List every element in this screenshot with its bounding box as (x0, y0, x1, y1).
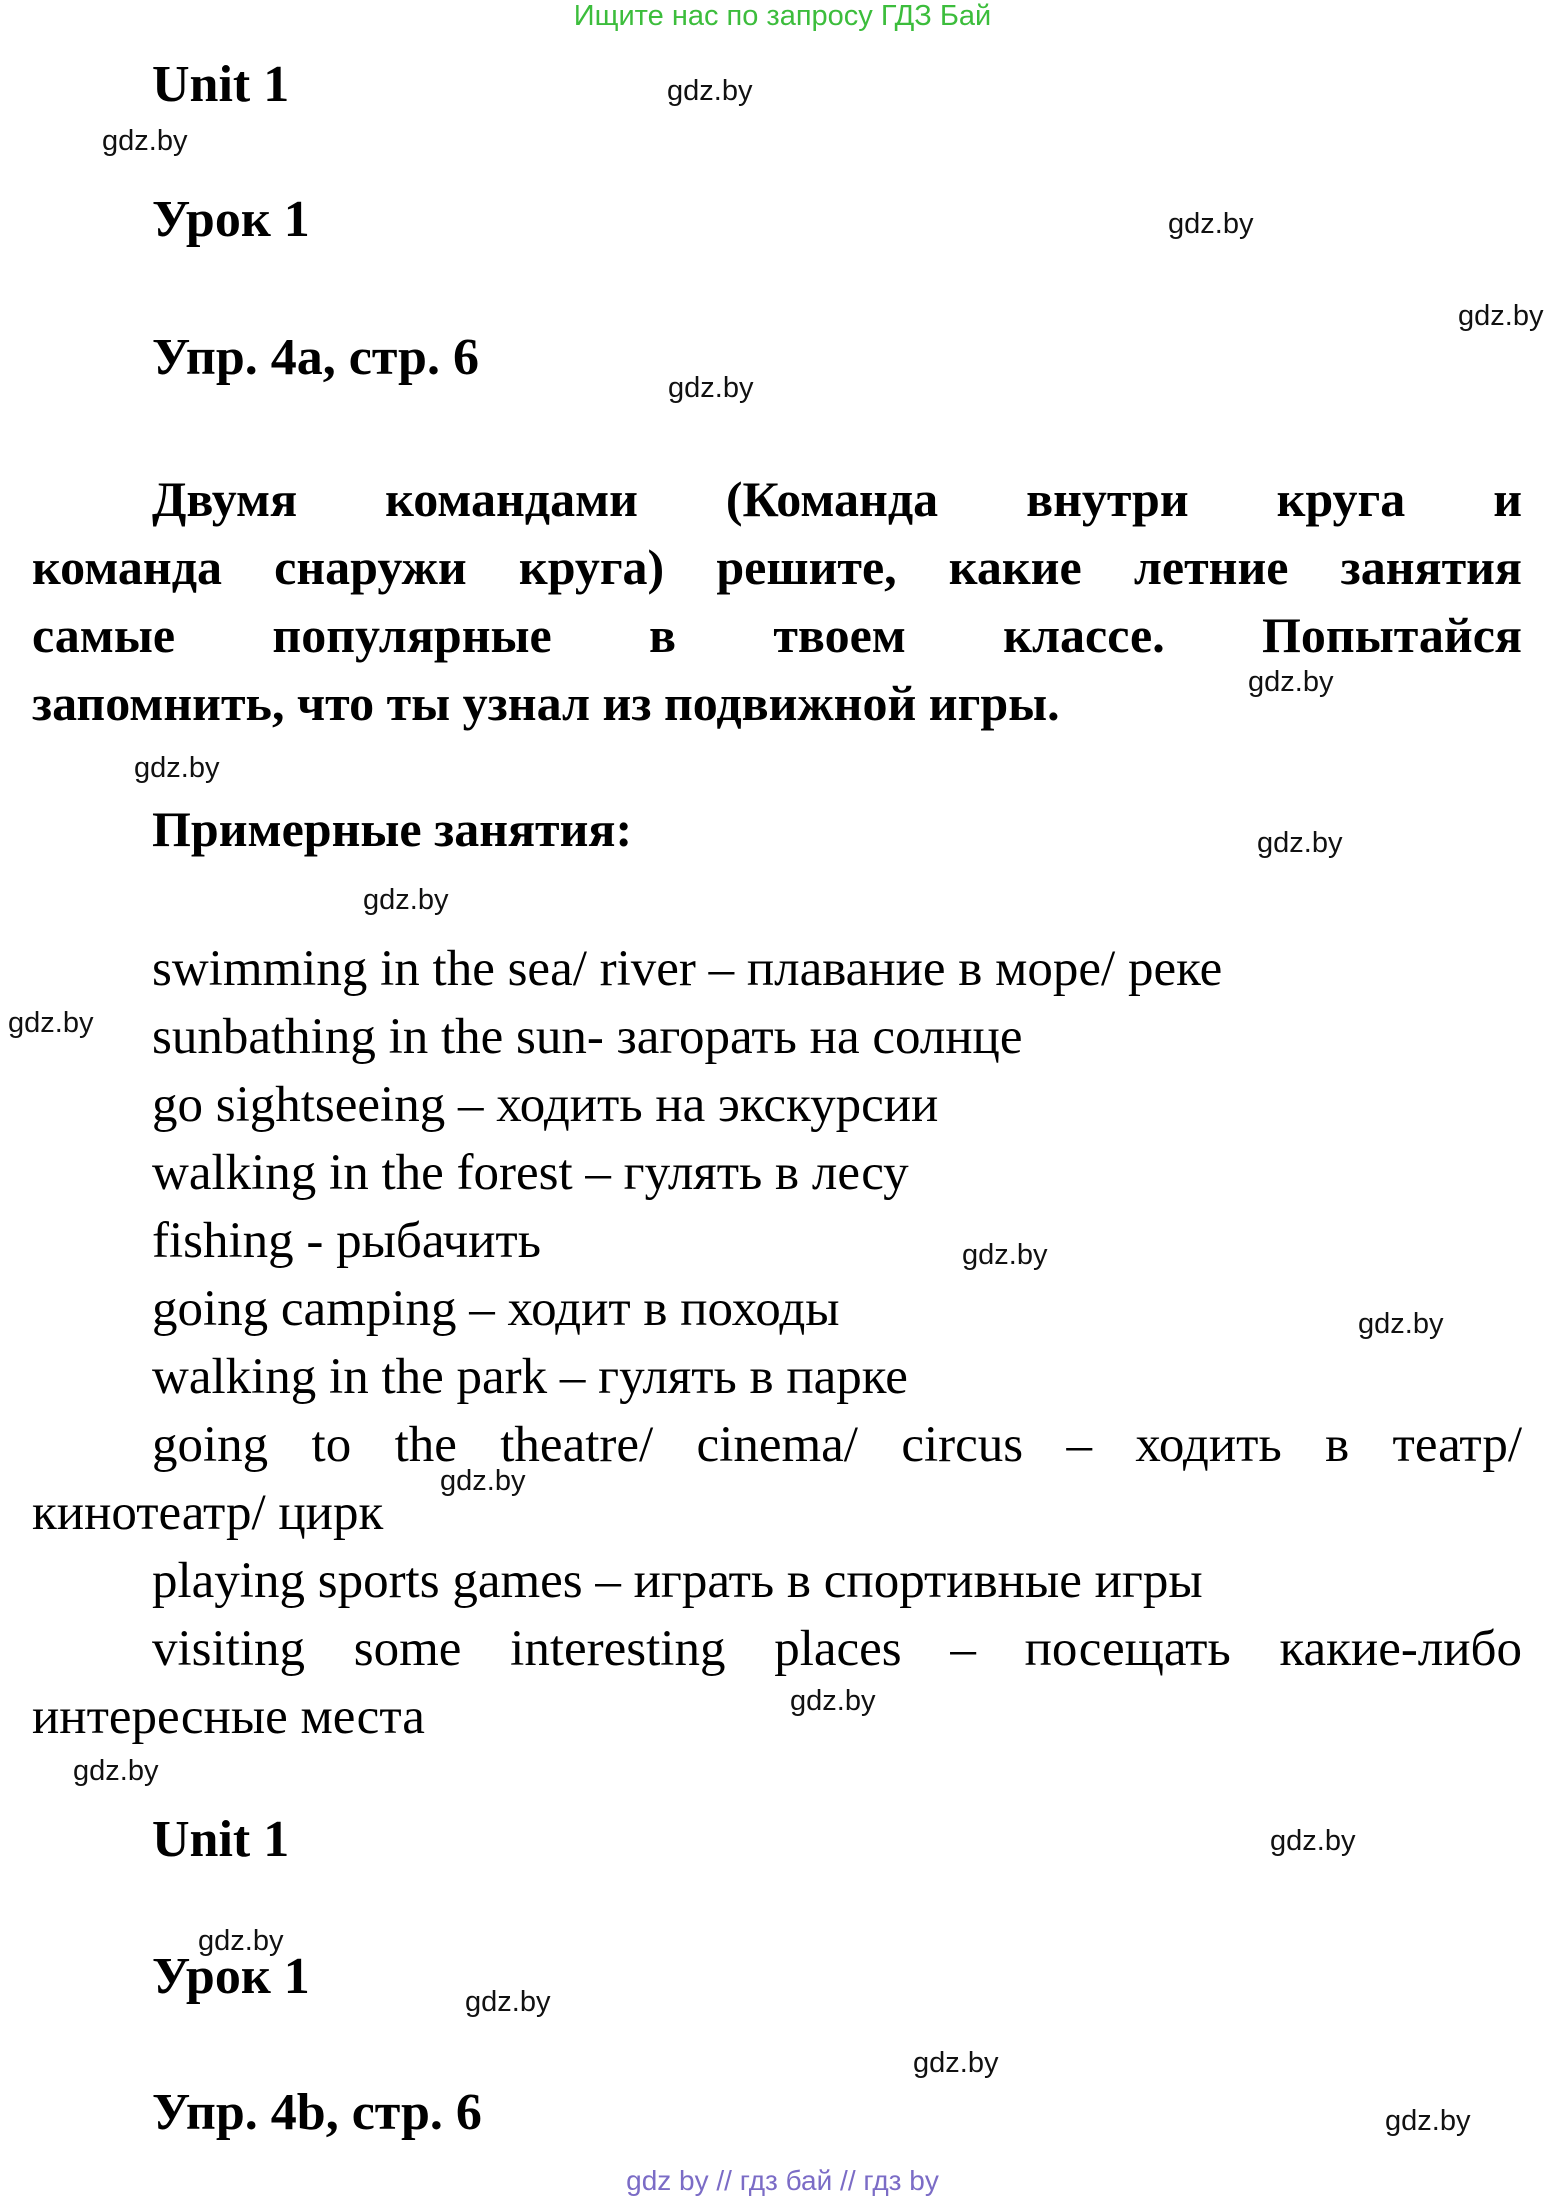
exercise-heading: Упр. 4a, стр. 6 (152, 329, 479, 386)
watermark: gdz.by (198, 1925, 284, 1957)
lesson-heading: Урок 1 (152, 191, 310, 248)
watermark: gdz.by (465, 1986, 551, 2018)
vocab-item: swimming in the sea/ river – плавание в море/ реке (152, 941, 1223, 997)
vocab-item: sunbathing in the sun- загорать на солнце (152, 1009, 1023, 1065)
watermark: gdz.by (1385, 2105, 1471, 2137)
examples-heading: Примерные занятия: (152, 801, 633, 857)
watermark: gdz.by (134, 752, 220, 784)
task-line: команда снаружи круга) решите, какие летние занятия (32, 539, 1522, 595)
vocab-item-continuation: кинотеатр/ цирк (32, 1485, 384, 1541)
watermark: gdz.by (102, 125, 188, 157)
watermark: gdz.by (913, 2047, 999, 2079)
top-banner[interactable]: Ищите нас по запросу ГДЗ Бай (573, 0, 992, 32)
watermark: gdz.by (73, 1755, 159, 1787)
watermark: gdz.by (440, 1465, 526, 1497)
vocab-item: going camping – ходит в походы (152, 1281, 840, 1337)
vocabulary-list (32, 935, 1522, 1751)
watermark: gdz.by (1358, 1308, 1444, 1340)
vocab-item: walking in the forest – гулять в лесу (152, 1145, 909, 1201)
vocab-item-continuation: интересные места (32, 1689, 425, 1745)
watermark: gdz.by (1248, 666, 1334, 698)
watermark: gdz.by (363, 884, 449, 916)
vocab-item: playing sports games – играть в спортивные игры (152, 1553, 1203, 1609)
watermark: gdz.by (668, 372, 754, 404)
vocab-item: visiting some interesting places – посещать какие-либо (152, 1621, 1522, 1677)
vocab-item: fishing - рыбачить (152, 1213, 541, 1269)
watermark: gdz.by (1270, 1825, 1356, 1857)
watermark: gdz.by (962, 1239, 1048, 1271)
task-line: Двумя командами (Команда внутри круга и (152, 471, 1522, 527)
vocab-item: going to the theatre/ cinema/ circus – ходить в театр/ (152, 1417, 1522, 1473)
watermark: gdz.by (1458, 300, 1544, 332)
task-line: самые популярные в твоем классе. Попытайся (32, 607, 1522, 663)
watermark: gdz.by (1168, 208, 1254, 240)
bottom-banner[interactable]: gdz by // гдз бай // гдз by (626, 2165, 939, 2196)
exercise-heading-2: Упр. 4b, стр. 6 (152, 2084, 482, 2141)
vocab-item: go sightseeing – ходить на экскурсии (152, 1077, 939, 1133)
watermark: gdz.by (1257, 827, 1343, 859)
watermark: gdz.by (667, 75, 753, 107)
vocab-item: walking in the park – гулять в парке (152, 1349, 908, 1405)
unit-heading: Unit 1 (152, 56, 290, 113)
unit-heading-2: Unit 1 (152, 1811, 290, 1868)
lesson-heading-2: Урок 1 (152, 1948, 310, 2005)
task-line: запомнить, что ты узнал из подвижной игры. (32, 675, 1060, 731)
watermark: gdz.by (8, 1007, 94, 1039)
watermark: gdz.by (790, 1685, 876, 1717)
